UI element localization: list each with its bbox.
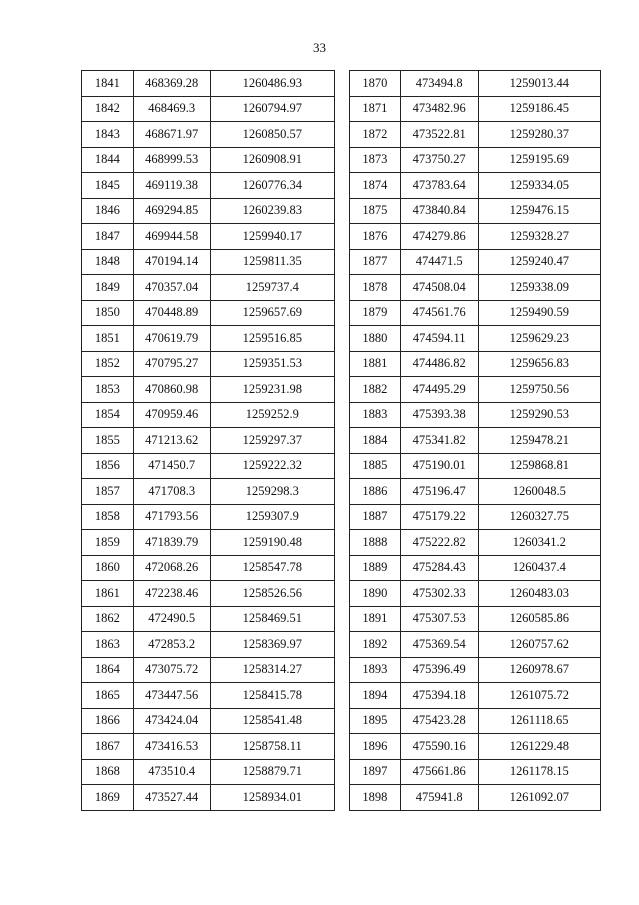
y-coordinate-cell: 1260048.5 [478,479,600,505]
table-row [350,683,601,709]
x-coordinate-cell: 475941.8 [400,785,478,811]
point-number-cell: 1863 [82,632,134,658]
x-coordinate-cell: 474561.76 [400,300,478,326]
y-coordinate-cell: 1261075.72 [478,683,600,709]
point-number-cell: 1891 [350,606,401,632]
x-coordinate-cell: 472068.26 [133,555,210,581]
x-coordinate-cell: 471450.7 [133,453,210,479]
x-coordinate-cell: 473840.84 [400,198,478,224]
x-coordinate-cell: 468469.3 [133,96,210,122]
y-coordinate-cell: 1260341.2 [478,530,600,556]
x-coordinate-cell: 473075.72 [133,657,210,683]
x-coordinate-cell: 475190.01 [400,453,478,479]
point-number-cell: 1874 [350,173,401,199]
table-row [350,504,601,530]
table-row [82,351,335,377]
y-coordinate-cell: 1259252.9 [210,402,334,428]
y-coordinate-cell: 1259476.15 [478,198,600,224]
table-row [350,300,601,326]
point-number-cell: 1898 [350,785,401,811]
table-row [82,530,335,556]
x-coordinate-cell: 470795.27 [133,351,210,377]
y-coordinate-cell: 1260585.86 [478,606,600,632]
table-row [82,683,335,709]
point-number-cell: 1859 [82,530,134,556]
x-coordinate-cell: 475423.28 [400,708,478,734]
table-row [350,377,601,403]
table-row [82,147,335,173]
x-coordinate-cell: 473447.56 [133,683,210,709]
x-coordinate-cell: 475196.47 [400,479,478,505]
table-row [350,657,601,683]
x-coordinate-cell: 469294.85 [133,198,210,224]
table-row [350,734,601,760]
point-number-cell: 1873 [350,147,401,173]
x-coordinate-cell: 475393.38 [400,402,478,428]
x-coordinate-cell: 475284.43 [400,555,478,581]
table-row [350,479,601,505]
point-number-cell: 1889 [350,555,401,581]
x-coordinate-cell: 475341.82 [400,428,478,454]
x-coordinate-cell: 475590.16 [400,734,478,760]
x-coordinate-cell: 468999.53 [133,147,210,173]
table-row [350,632,601,658]
x-coordinate-cell: 472238.46 [133,581,210,607]
point-number-cell: 1867 [82,734,134,760]
point-number-cell: 1894 [350,683,401,709]
y-coordinate-cell: 1259351.53 [210,351,334,377]
y-coordinate-cell: 1259490.59 [478,300,600,326]
y-coordinate-cell: 1260776.34 [210,173,334,199]
point-number-cell: 1847 [82,224,134,250]
table-row [82,632,335,658]
table-row [350,71,601,97]
point-number-cell: 1850 [82,300,134,326]
table-row [350,249,601,275]
table-row [82,224,335,250]
y-coordinate-cell: 1261229.48 [478,734,600,760]
table-row [350,224,601,250]
x-coordinate-cell: 473750.27 [400,147,478,173]
coordinates-table-right [349,70,601,811]
y-coordinate-cell: 1258934.01 [210,785,334,811]
y-coordinate-cell: 1261118.65 [478,708,600,734]
x-coordinate-cell: 472853.2 [133,632,210,658]
point-number-cell: 1885 [350,453,401,479]
point-number-cell: 1896 [350,734,401,760]
y-coordinate-cell: 1259737.4 [210,275,334,301]
y-coordinate-cell: 1260327.75 [478,504,600,530]
x-coordinate-cell: 473783.64 [400,173,478,199]
point-number-cell: 1888 [350,530,401,556]
x-coordinate-cell: 474279.86 [400,224,478,250]
point-number-cell: 1846 [82,198,134,224]
point-number-cell: 1875 [350,198,401,224]
y-coordinate-cell: 1260239.83 [210,198,334,224]
x-coordinate-cell: 470619.79 [133,326,210,352]
y-coordinate-cell: 1259750.56 [478,377,600,403]
y-coordinate-cell: 1259334.05 [478,173,600,199]
y-coordinate-cell: 1258547.78 [210,555,334,581]
y-coordinate-cell: 1258369.97 [210,632,334,658]
table-row [82,708,335,734]
x-coordinate-cell: 475302.33 [400,581,478,607]
y-coordinate-cell: 1260908.91 [210,147,334,173]
point-number-cell: 1844 [82,147,134,173]
point-number-cell: 1864 [82,657,134,683]
point-number-cell: 1851 [82,326,134,352]
table-row [82,377,335,403]
x-coordinate-cell: 474495.29 [400,377,478,403]
y-coordinate-cell: 1259328.27 [478,224,600,250]
x-coordinate-cell: 473482.96 [400,96,478,122]
x-coordinate-cell: 475307.53 [400,606,478,632]
x-coordinate-cell: 473522.81 [400,122,478,148]
table-body-left [82,71,335,811]
point-number-cell: 1843 [82,122,134,148]
table-row [82,734,335,760]
table-row [350,708,601,734]
y-coordinate-cell: 1258415.78 [210,683,334,709]
table-row [82,453,335,479]
point-number-cell: 1870 [350,71,401,97]
y-coordinate-cell: 1261092.07 [478,785,600,811]
point-number-cell: 1852 [82,351,134,377]
y-coordinate-cell: 1260486.93 [210,71,334,97]
y-coordinate-cell: 1259478.21 [478,428,600,454]
point-number-cell: 1858 [82,504,134,530]
table-row [350,173,601,199]
point-number-cell: 1841 [82,71,134,97]
y-coordinate-cell: 1260850.57 [210,122,334,148]
table-row [82,173,335,199]
x-coordinate-cell: 471708.3 [133,479,210,505]
table-row [350,555,601,581]
x-coordinate-cell: 474471.5 [400,249,478,275]
table-row [82,275,335,301]
point-number-cell: 1856 [82,453,134,479]
x-coordinate-cell: 470194.14 [133,249,210,275]
point-number-cell: 1848 [82,249,134,275]
point-number-cell: 1887 [350,504,401,530]
x-coordinate-cell: 468671.97 [133,122,210,148]
y-coordinate-cell: 1259657.69 [210,300,334,326]
point-number-cell: 1882 [350,377,401,403]
coordinates-table-left [81,70,335,811]
y-coordinate-cell: 1258526.56 [210,581,334,607]
x-coordinate-cell: 470860.98 [133,377,210,403]
point-number-cell: 1883 [350,402,401,428]
point-number-cell: 1877 [350,249,401,275]
x-coordinate-cell: 473494.8 [400,71,478,97]
point-number-cell: 1876 [350,224,401,250]
table-row [82,96,335,122]
y-coordinate-cell: 1258469.51 [210,606,334,632]
x-coordinate-cell: 474594.11 [400,326,478,352]
point-number-cell: 1878 [350,275,401,301]
y-coordinate-cell: 1259811.35 [210,249,334,275]
x-coordinate-cell: 475661.86 [400,759,478,785]
table-row [82,122,335,148]
table-row [82,504,335,530]
table-row [82,785,335,811]
y-coordinate-cell: 1261178.15 [478,759,600,785]
x-coordinate-cell: 475394.18 [400,683,478,709]
point-number-cell: 1854 [82,402,134,428]
table-row [82,300,335,326]
table-row [350,326,601,352]
table-row [82,326,335,352]
x-coordinate-cell: 469119.38 [133,173,210,199]
table-row [82,479,335,505]
point-number-cell: 1866 [82,708,134,734]
point-number-cell: 1849 [82,275,134,301]
x-coordinate-cell: 470448.89 [133,300,210,326]
point-number-cell: 1880 [350,326,401,352]
table-row [350,785,601,811]
point-number-cell: 1871 [350,96,401,122]
y-coordinate-cell: 1258758.11 [210,734,334,760]
table-row [82,198,335,224]
point-number-cell: 1853 [82,377,134,403]
table-row [350,147,601,173]
x-coordinate-cell: 473510.4 [133,759,210,785]
table-row [350,759,601,785]
x-coordinate-cell: 470357.04 [133,275,210,301]
point-number-cell: 1892 [350,632,401,658]
x-coordinate-cell: 475179.22 [400,504,478,530]
x-coordinate-cell: 475396.49 [400,657,478,683]
table-row [82,657,335,683]
table-row [82,71,335,97]
y-coordinate-cell: 1259868.81 [478,453,600,479]
y-coordinate-cell: 1258314.27 [210,657,334,683]
x-coordinate-cell: 471213.62 [133,428,210,454]
table-row [350,428,601,454]
point-number-cell: 1865 [82,683,134,709]
x-coordinate-cell: 475369.54 [400,632,478,658]
x-coordinate-cell: 473527.44 [133,785,210,811]
y-coordinate-cell: 1260483.03 [478,581,600,607]
table-body-right [350,71,601,811]
point-number-cell: 1860 [82,555,134,581]
table-row [350,606,601,632]
point-number-cell: 1890 [350,581,401,607]
point-number-cell: 1842 [82,96,134,122]
y-coordinate-cell: 1259231.98 [210,377,334,403]
x-coordinate-cell: 472490.5 [133,606,210,632]
table-row [82,249,335,275]
x-coordinate-cell: 473416.53 [133,734,210,760]
point-number-cell: 1879 [350,300,401,326]
table-row [350,530,601,556]
point-number-cell: 1881 [350,351,401,377]
x-coordinate-cell: 471839.79 [133,530,210,556]
point-number-cell: 1869 [82,785,134,811]
point-number-cell: 1897 [350,759,401,785]
point-number-cell: 1862 [82,606,134,632]
y-coordinate-cell: 1259222.32 [210,453,334,479]
point-number-cell: 1895 [350,708,401,734]
table-row [82,555,335,581]
y-coordinate-cell: 1260437.4 [478,555,600,581]
point-number-cell: 1861 [82,581,134,607]
table-row [350,96,601,122]
table-row [82,581,335,607]
y-coordinate-cell: 1259297.37 [210,428,334,454]
table-row [350,581,601,607]
y-coordinate-cell: 1259280.37 [478,122,600,148]
table-row [82,759,335,785]
point-number-cell: 1884 [350,428,401,454]
y-coordinate-cell: 1259195.69 [478,147,600,173]
y-coordinate-cell: 1259186.45 [478,96,600,122]
x-coordinate-cell: 473424.04 [133,708,210,734]
y-coordinate-cell: 1258541.48 [210,708,334,734]
x-coordinate-cell: 471793.56 [133,504,210,530]
y-coordinate-cell: 1259190.48 [210,530,334,556]
y-coordinate-cell: 1258879.71 [210,759,334,785]
table-row [350,275,601,301]
y-coordinate-cell: 1259338.09 [478,275,600,301]
table-row [350,122,601,148]
y-coordinate-cell: 1259516.85 [210,326,334,352]
table-row [350,351,601,377]
x-coordinate-cell: 475222.82 [400,530,478,556]
y-coordinate-cell: 1259240.47 [478,249,600,275]
table-row [350,402,601,428]
y-coordinate-cell: 1260757.62 [478,632,600,658]
point-number-cell: 1845 [82,173,134,199]
table-row [82,428,335,454]
y-coordinate-cell: 1259656.83 [478,351,600,377]
y-coordinate-cell: 1259298.3 [210,479,334,505]
table-row [350,453,601,479]
y-coordinate-cell: 1259940.17 [210,224,334,250]
x-coordinate-cell: 474486.82 [400,351,478,377]
y-coordinate-cell: 1259013.44 [478,71,600,97]
point-number-cell: 1857 [82,479,134,505]
table-row [350,198,601,224]
y-coordinate-cell: 1260794.97 [210,96,334,122]
point-number-cell: 1868 [82,759,134,785]
y-coordinate-cell: 1260978.67 [478,657,600,683]
y-coordinate-cell: 1259290.53 [478,402,600,428]
y-coordinate-cell: 1259629.23 [478,326,600,352]
x-coordinate-cell: 468369.28 [133,71,210,97]
x-coordinate-cell: 474508.04 [400,275,478,301]
x-coordinate-cell: 470959.46 [133,402,210,428]
point-number-cell: 1886 [350,479,401,505]
y-coordinate-cell: 1259307.9 [210,504,334,530]
table-row [82,402,335,428]
x-coordinate-cell: 469944.58 [133,224,210,250]
point-number-cell: 1872 [350,122,401,148]
point-number-cell: 1893 [350,657,401,683]
table-row [82,606,335,632]
point-number-cell: 1855 [82,428,134,454]
page-number: 33 [313,40,326,55]
